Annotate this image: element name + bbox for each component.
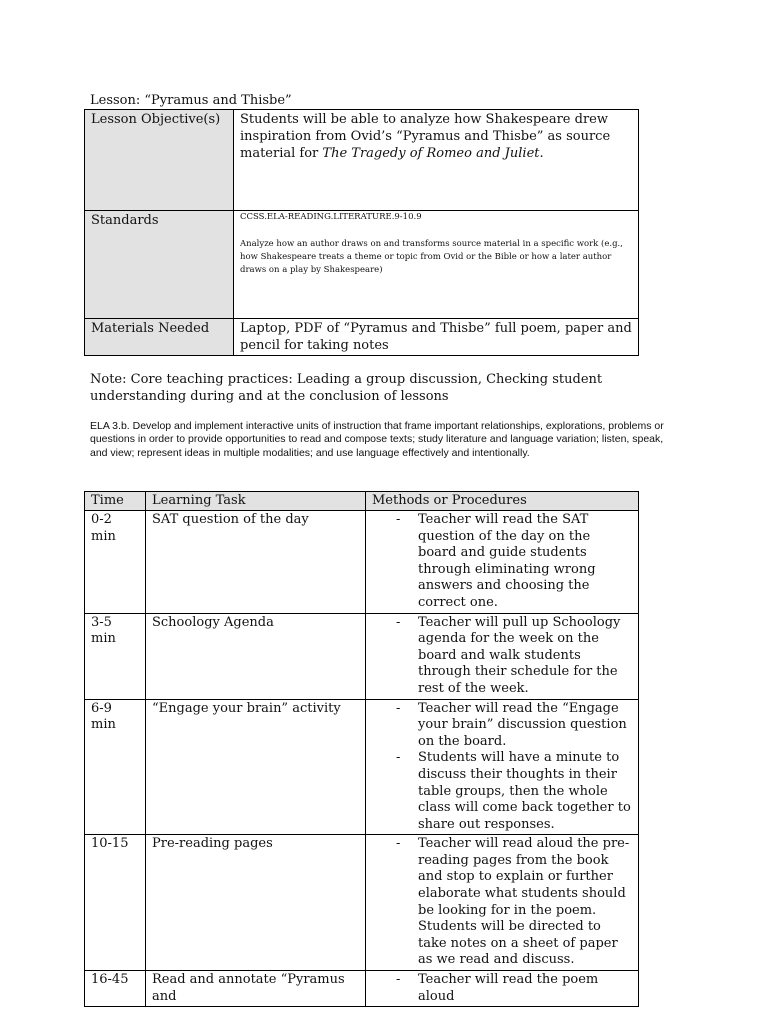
row-methods: [366, 699, 639, 835]
row-time: 10-15: [85, 835, 146, 971]
lesson-title: Lesson: “Pyramus and Thisbe”: [90, 93, 292, 108]
objective-row: [85, 110, 639, 211]
header-time: Time: [85, 492, 146, 511]
procedure-item: - Teacher will read the SAT question of the day on the board and guide students through eliminating wrong answers and choosing the correct one.: [372, 512, 632, 612]
standards-cell: [234, 211, 639, 319]
procedure-item: - Teacher will read aloud the pre-reading pages from the book and stop to explain or further elaborate what students should be looking for in the poem. Students will be directed to take notes on a sheet of paper as we read and discuss.: [372, 836, 632, 969]
standards-text: Analyze how an author draws on and transforms source material in a specific work (e.g., how Shakespeare treats a theme or topic from Ovid or the Bible or how a later author draws on a play by Shakespeare): [240, 239, 623, 275]
lesson-overview-table: [84, 109, 639, 356]
materials-text: Laptop, PDF of “Pyramus and Thisbe” full poem, paper and pencil for taking notes: [234, 319, 639, 356]
row-task: Read and annotate “Pyramus and: [146, 971, 366, 1007]
row-methods: [366, 971, 639, 1007]
procedure-item: - Teacher will read the poem aloud: [372, 972, 632, 1005]
header-task: Learning Task: [146, 492, 366, 511]
row-time: 0-2 min: [85, 511, 146, 614]
objective-play-title: The Tragedy of Romeo and Juliet: [322, 146, 540, 161]
row-time: 3-5 min: [85, 613, 146, 699]
table-row: [85, 699, 639, 835]
row-methods: [366, 511, 639, 614]
row-methods: [366, 835, 639, 971]
procedure-item: - Teacher will read the “Engage your brain” discussion question on the board.: [372, 701, 632, 751]
row-task: Schoology Agenda: [146, 613, 366, 699]
materials-label: Materials Needed: [85, 319, 234, 356]
row-task: SAT question of the day: [146, 511, 366, 614]
row-task: “Engage your brain” activity: [146, 699, 366, 835]
objective-text: Students will be able to analyze how Shakespeare drew inspiration from Ovid’s “Pyramus and Thisbe” as source material for The Tragedy of Romeo and Juliet.: [234, 110, 639, 211]
standards-code: CCSS.ELA-READING.LITERATURE.9-10.9: [240, 212, 422, 222]
row-task: Pre-reading pages: [146, 835, 366, 971]
schedule-header-row: [85, 492, 639, 511]
table-row: [85, 613, 639, 699]
standards-row: [85, 211, 639, 319]
table-row: [85, 835, 639, 971]
core-practices-note: Note: Core teaching practices: Leading a group discussion, Checking student understanding during and at the conclusion of lessons: [90, 372, 603, 404]
ela-standard-text: ELA 3.b. Develop and implement interactive units of instruction that frame important relationships, explorations, problems or questions in order to provide opportunities to read and compose texts; study literature and language variation; listen, speak, and view; represent ideas in multiple modalities; and use language effectively and intentionally.: [90, 420, 664, 459]
row-time: 6-9 min: [85, 699, 146, 835]
procedure-item: - Students will have a minute to discuss their thoughts in their table groups, then the whole class will come back together to share out responses.: [372, 750, 632, 833]
standards-label: Standards: [85, 211, 234, 319]
lesson-schedule-table: [84, 491, 639, 1007]
row-time: 16-45: [85, 971, 146, 1007]
procedure-item: - Teacher will pull up Schoology agenda for the week on the board and walk students through their schedule for the rest of the week.: [372, 615, 632, 698]
table-row: [85, 511, 639, 614]
header-methods: Methods or Procedures: [366, 492, 639, 511]
row-methods: [366, 613, 639, 699]
materials-row: [85, 319, 639, 356]
table-row: [85, 971, 639, 1007]
objective-label: Lesson Objective(s): [85, 110, 234, 211]
